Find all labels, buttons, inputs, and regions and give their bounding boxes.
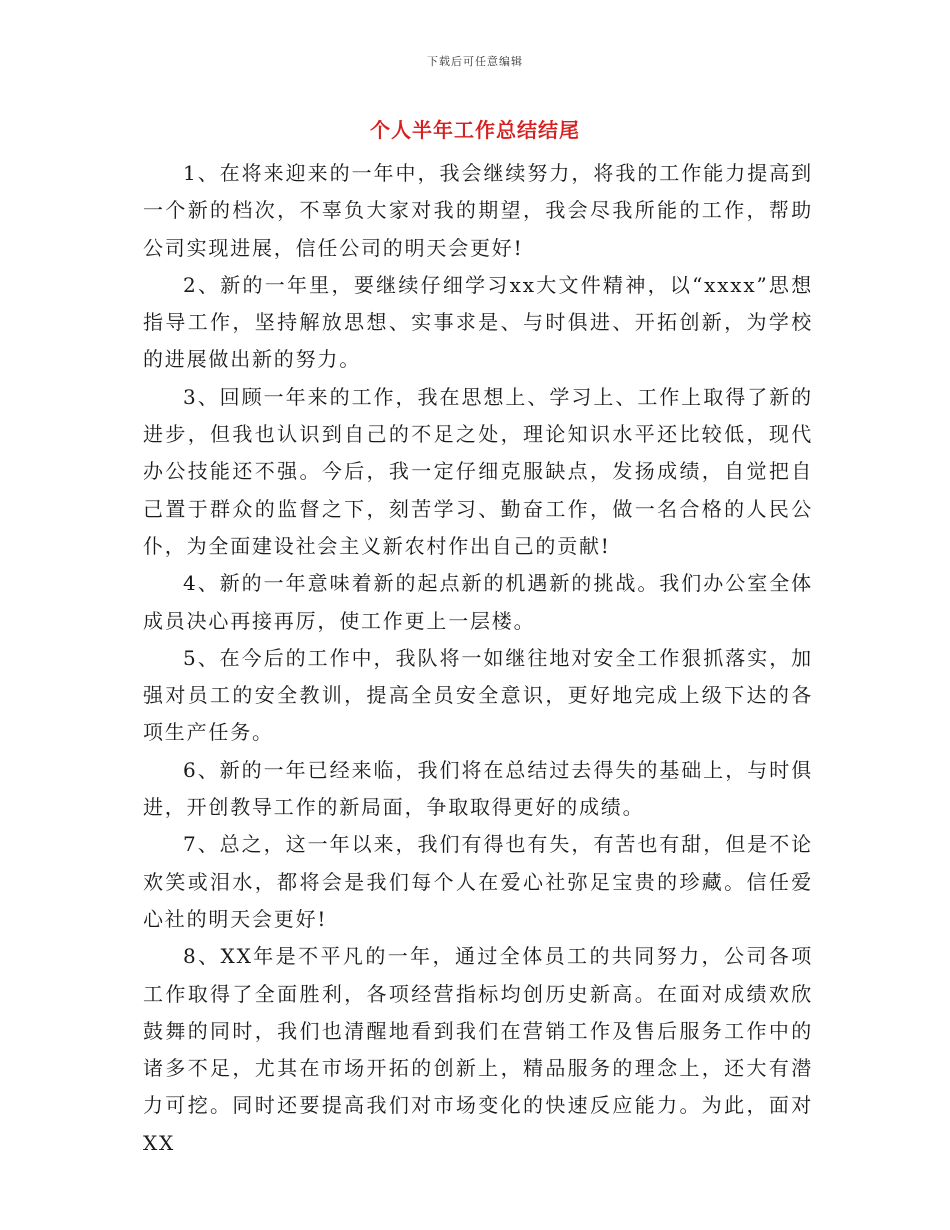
document-title: 个人半年工作总结结尾	[370, 118, 580, 142]
paragraph-4: 4、新的一年意味着新的起点新的机遇新的挑战。我们办公室全体成员决心再接再厉，使工作更上一层楼。	[143, 571, 813, 633]
paragraph-8: 8、XX年是不平凡的一年，通过全体员工的共同努力，公司各项工作取得了全面胜利，各项经营指标均创历史新高。在面对成绩欢欣鼓舞的同时，我们也清醒地看到我们在营销工作及售后服务工作中的诸多不足，尤其在市场开拓的创新上，精品服务的理念上，还大有潜力可挖。同时还要提高我们对市场变化的快速反应能力。为此，面对XX	[143, 944, 813, 1155]
paragraph-7: 7、总之，这一年以来，我们有得也有失，有苦也有甜，但是不论欢笑或泪水，都将会是我们每个人在爱心社弥足宝贵的珍藏。信任爱心社的明天会更好!	[143, 832, 813, 931]
paragraph-1: 1、在将来迎来的一年中，我会继续努力，将我的工作能力提高到一个新的档次，不辜负大家对我的期望，我会尽我所能的工作，帮助公司实现进展，信任公司的明天会更好!	[143, 161, 813, 260]
paragraph-2: 2、新的一年里，要继续仔细学习xx大文件精神，以“xxxx”思想指导工作，坚持解放思想、实事求是、与时俱进、开拓创新，为学校的进展做出新的努力。	[143, 272, 813, 372]
document-body	[143, 155, 813, 1162]
paragraph-6: 6、新的一年已经来临，我们将在总结过去得失的基础上，与时俱进，开创教导工作的新局面，争取取得更好的成绩。	[143, 757, 813, 820]
paragraph-3: 3、回顾一年来的工作，我在思想上、学习上、工作上取得了新的进步，但我也认识到自己的不足之处，理论知识水平还比较低，现代办公技能还不强。今后，我一定仔细克服缺点，发扬成绩，自觉把自己置于群众的监督之下，刻苦学习、勤奋工作，做一名合格的人民公仆，为全面建设社会主义新农村作出自己的贡献!	[143, 384, 813, 558]
paragraph-5: 5、在今后的工作中，我队将一如继往地对安全工作狠抓落实，加强对员工的安全教训，提高全员安全意识，更好地完成上级下达的各项生产任务。	[143, 645, 813, 745]
header-note: 下载后可任意编辑	[427, 55, 523, 68]
